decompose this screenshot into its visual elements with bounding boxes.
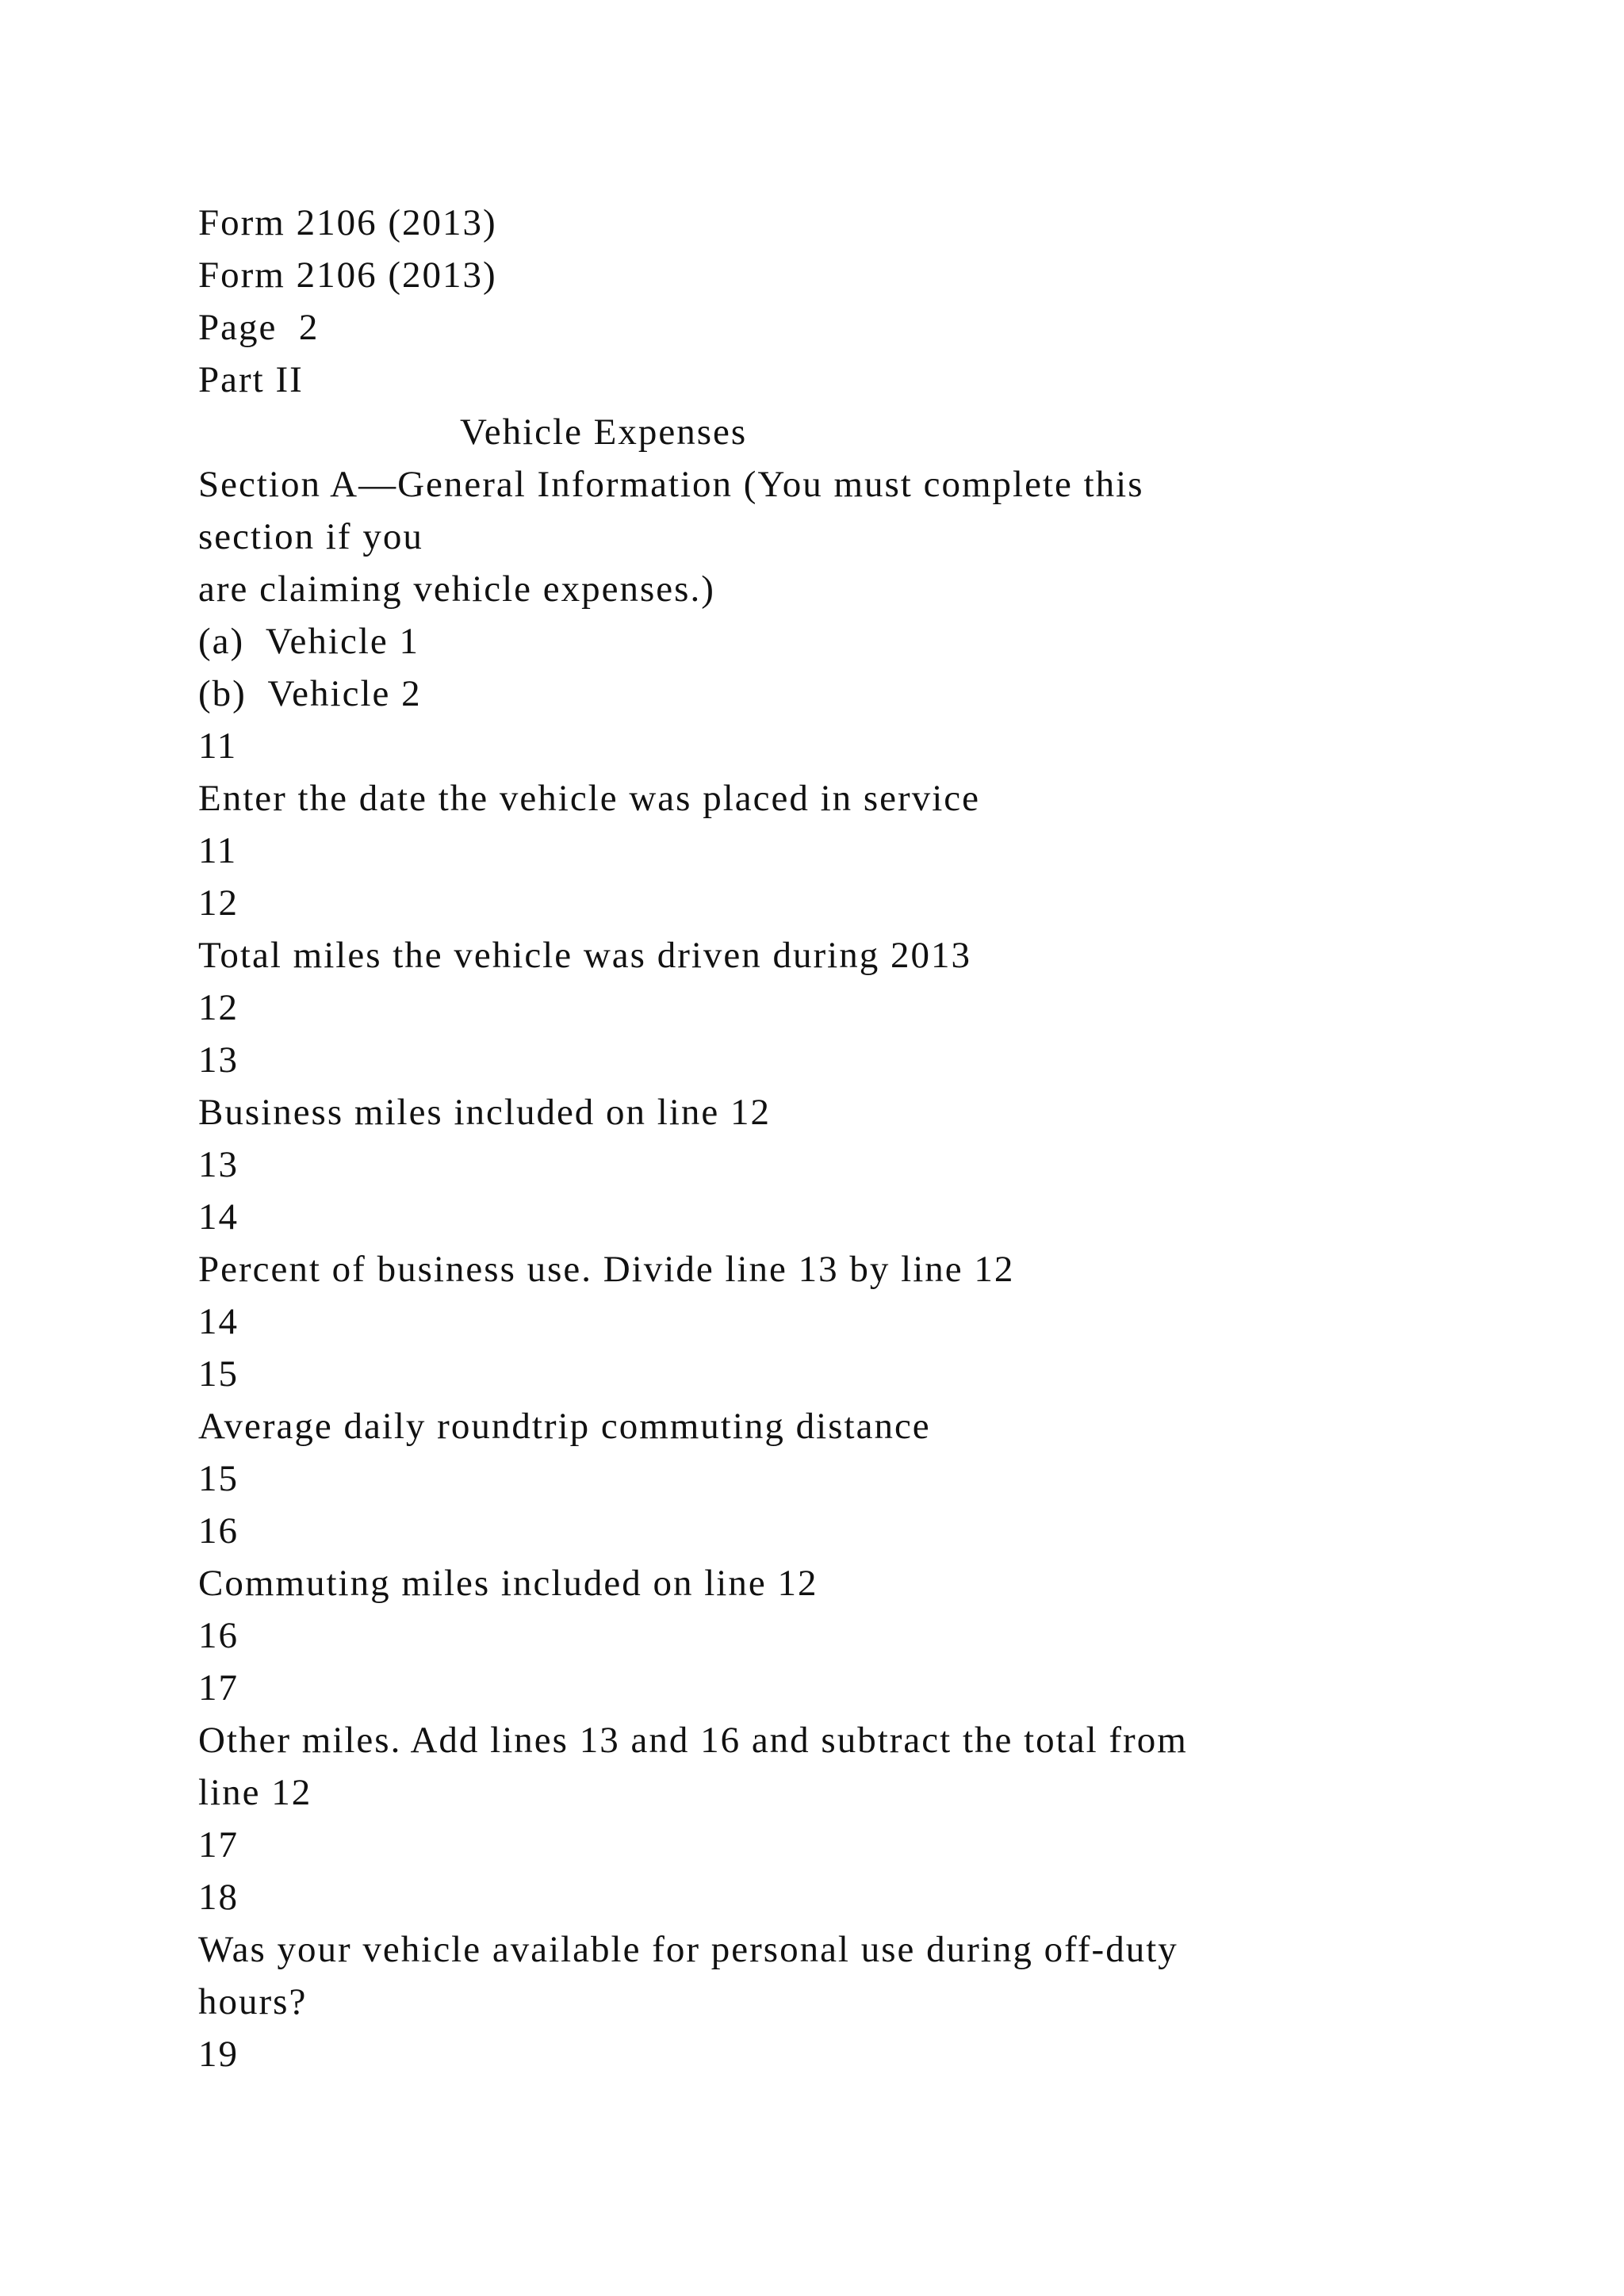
form-header-line: Form 2106 (2013) [198, 254, 497, 296]
line-text: Percent of business use. Divide line 13 by line 12 [198, 1249, 1015, 1290]
line-text: hours? [198, 1981, 308, 2022]
page-number: Page 2 [198, 307, 320, 348]
line-number: 13 [198, 1039, 239, 1081]
line-number: 14 [198, 1301, 239, 1342]
form-header-line: Form 2106 (2013) [198, 202, 497, 243]
line-text: Enter the date the vehicle was placed in service [198, 778, 980, 819]
line-number: 11 [198, 725, 238, 767]
line-number: 14 [198, 1196, 239, 1238]
line-number: 16 [198, 1615, 239, 1656]
line-text: Commuting miles included on line 12 [198, 1563, 818, 1604]
line-number: 17 [198, 1667, 239, 1709]
line-text: Business miles included on line 12 [198, 1092, 772, 1133]
part-title: Vehicle Expenses [460, 411, 748, 453]
line-number: 15 [198, 1458, 239, 1499]
column-header-vehicle-2: (b) Vehicle 2 [198, 673, 422, 714]
section-title: section if you [198, 516, 423, 557]
line-text: Was your vehicle available for personal use during off-duty [198, 1929, 1178, 1970]
line-number: 18 [198, 1877, 239, 1918]
section-title: are claiming vehicle expenses.) [198, 568, 715, 610]
column-header-vehicle-1: (a) Vehicle 1 [198, 621, 419, 662]
line-text: Total miles the vehicle was driven during 2013 [198, 935, 971, 976]
line-number: 16 [198, 1510, 239, 1552]
line-number: 11 [198, 830, 238, 871]
line-number: 12 [198, 882, 239, 924]
line-text: Other miles. Add lines 13 and 16 and subtract the total from [198, 1720, 1188, 1761]
line-text: Average daily roundtrip commuting distance [198, 1406, 931, 1447]
line-number: 19 [198, 2034, 239, 2075]
line-number: 12 [198, 987, 239, 1028]
line-number: 17 [198, 1824, 239, 1866]
line-number: 15 [198, 1353, 239, 1395]
document-page [198, 197, 1435, 2080]
section-title: Section A—General Information (You must complete this [198, 464, 1144, 505]
line-text: line 12 [198, 1772, 312, 1813]
line-number: 13 [198, 1144, 239, 1185]
part-label: Part II [198, 359, 304, 400]
